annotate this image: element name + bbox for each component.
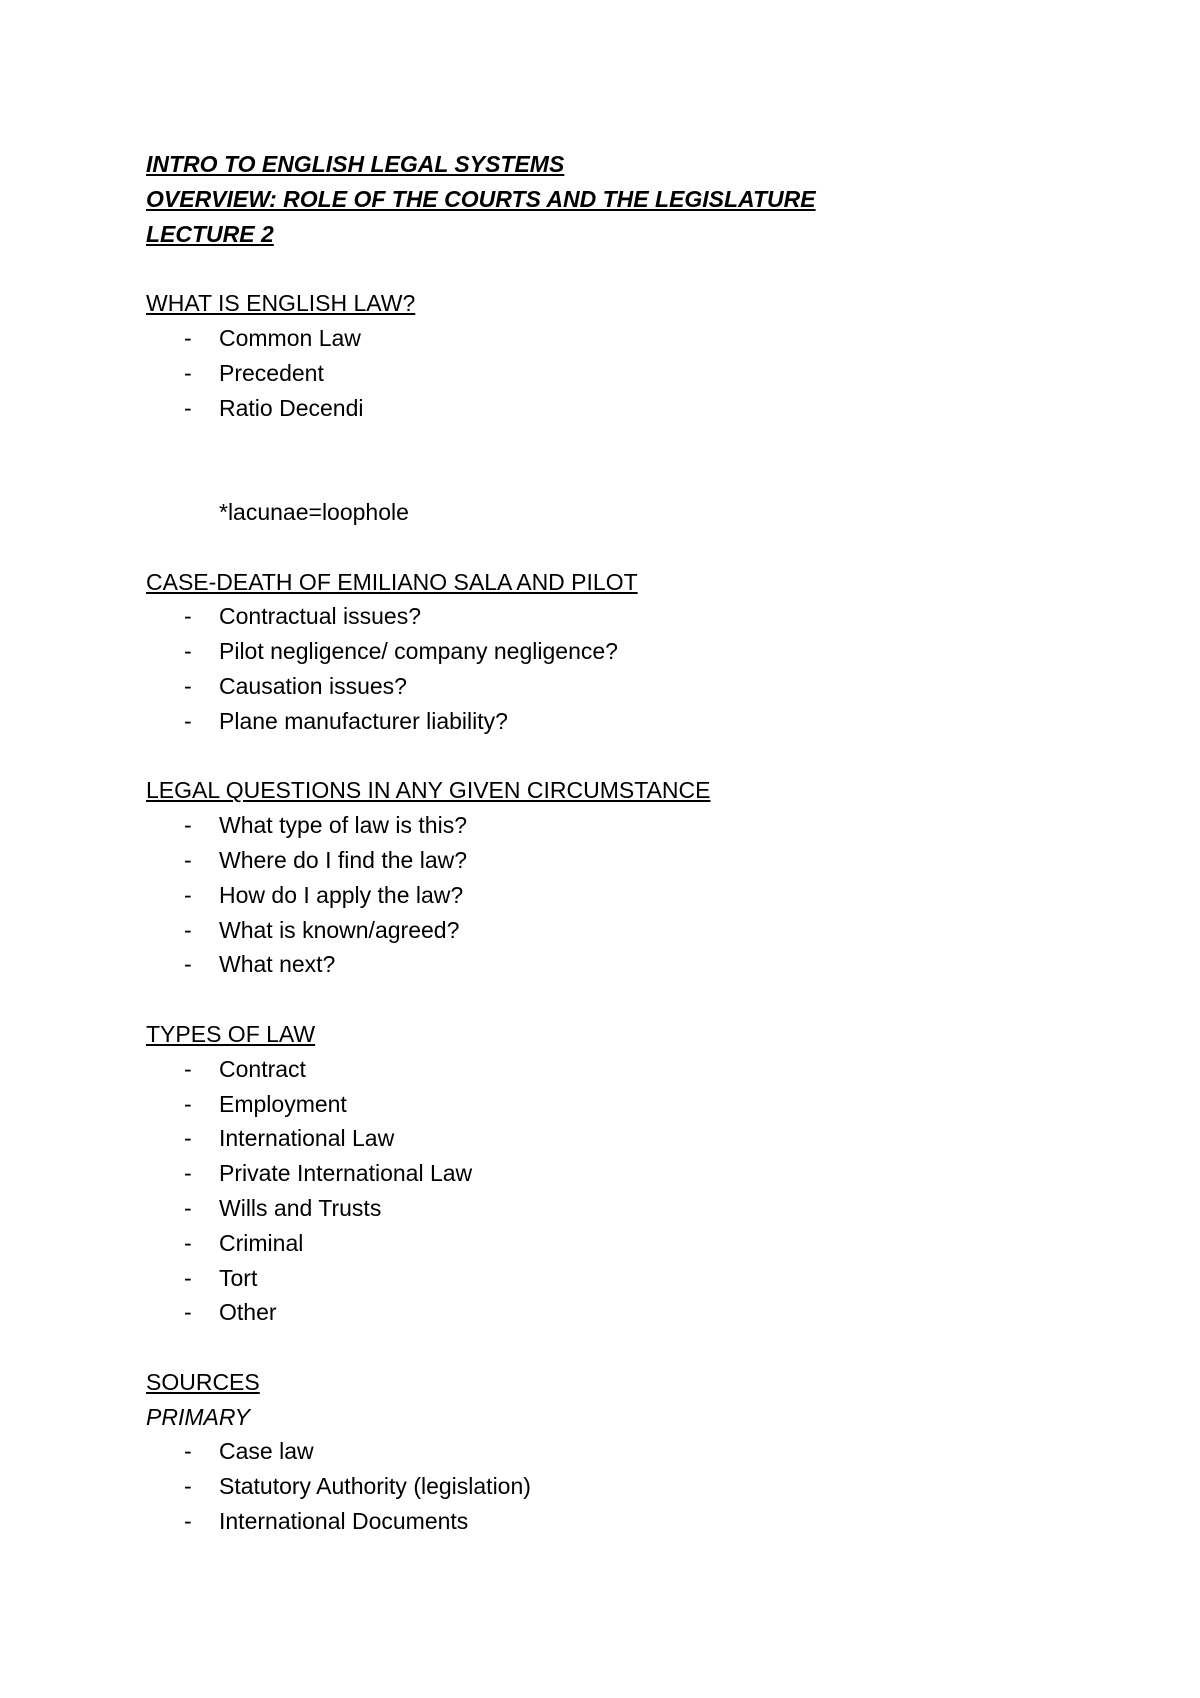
- lecture-number: LECTURE 2: [146, 220, 274, 247]
- list-item: [146, 356, 1106, 391]
- spacer: [146, 982, 1106, 1017]
- bullet-dash: -: [184, 916, 192, 943]
- section-heading-legal-questions: LEGAL QUESTIONS IN ANY GIVEN CIRCUMSTANCE: [146, 777, 711, 804]
- list-item: [146, 1087, 1106, 1122]
- bullet-dash: -: [184, 1194, 192, 1221]
- bullet-dash: -: [184, 1438, 192, 1465]
- list-item: [146, 808, 1106, 843]
- list-item: [146, 669, 1106, 704]
- list-item-text: Other: [219, 1299, 277, 1326]
- list-item: [146, 1261, 1106, 1296]
- list-item-text: Precedent: [219, 359, 324, 386]
- bullet-dash: -: [184, 1160, 192, 1187]
- spacer: [146, 251, 1106, 286]
- list-item: [146, 391, 1106, 426]
- bullet-dash: -: [184, 1473, 192, 1500]
- list-item-text: Pilot negligence/ company negligence?: [219, 638, 618, 665]
- list-item: [146, 1121, 1106, 1156]
- bullet-dash: -: [184, 1055, 192, 1082]
- list-item: [146, 634, 1106, 669]
- list-item-text: How do I apply the law?: [219, 881, 464, 908]
- bullet-dash: -: [184, 881, 192, 908]
- document-page: [146, 147, 1106, 1539]
- list-item: [146, 947, 1106, 982]
- list-item-text: Where do I find the law?: [219, 846, 468, 873]
- list-item: [146, 878, 1106, 913]
- bullet-dash: -: [184, 1299, 192, 1326]
- spacer: [146, 530, 1106, 565]
- bullet-dash: -: [184, 672, 192, 699]
- list-item-text: International Documents: [219, 1508, 469, 1535]
- bullet-dash: -: [184, 638, 192, 665]
- list-item: [146, 1052, 1106, 1087]
- list-item-text: Private International Law: [219, 1160, 473, 1187]
- section-subheading-primary: PRIMARY: [146, 1403, 250, 1430]
- spacer: [146, 425, 1106, 495]
- list-item: [146, 1434, 1106, 1469]
- bullet-dash: -: [184, 324, 192, 351]
- bullet-dash: -: [184, 812, 192, 839]
- lacunae-note: *lacunae=loophole: [219, 498, 409, 525]
- list-item-text: Tort: [219, 1264, 258, 1291]
- bullet-dash: -: [184, 603, 192, 630]
- list-item-text: Criminal: [219, 1229, 304, 1256]
- bullet-dash: -: [184, 1125, 192, 1152]
- document-title: INTRO TO ENGLISH LEGAL SYSTEMS: [146, 151, 565, 177]
- bullet-dash: -: [184, 359, 192, 386]
- list-item-text: Wills and Trusts: [219, 1194, 382, 1221]
- section-heading-case: CASE-DEATH OF EMILIANO SALA AND PILOT: [146, 568, 638, 595]
- spacer: [146, 1330, 1106, 1365]
- list-item: [146, 599, 1106, 634]
- section-heading-types-of-law: TYPES OF LAW: [146, 1020, 316, 1047]
- list-item: [146, 321, 1106, 356]
- section-heading-sources: SOURCES: [146, 1368, 260, 1395]
- list-item-text: International Law: [219, 1125, 395, 1152]
- bullet-dash: -: [184, 394, 192, 421]
- bullet-dash: -: [184, 1264, 192, 1291]
- list-item: [146, 1156, 1106, 1191]
- list-item: [146, 704, 1106, 739]
- list-item: [146, 1504, 1106, 1539]
- list-item: [146, 1469, 1106, 1504]
- bullet-dash: -: [184, 1229, 192, 1256]
- spacer: [146, 739, 1106, 774]
- list-item-text: Causation issues?: [219, 672, 407, 699]
- section-heading-english-law: WHAT IS ENGLISH LAW?: [146, 290, 416, 317]
- list-item: [146, 843, 1106, 878]
- list-item: [146, 913, 1106, 948]
- bullet-dash: -: [184, 846, 192, 873]
- list-item-text: What is known/agreed?: [219, 916, 460, 943]
- list-item-text: Case law: [219, 1438, 314, 1465]
- list-item-text: Employment: [219, 1090, 347, 1117]
- list-item-text: Contract: [219, 1055, 306, 1082]
- list-item-text: Statutory Authority (legislation): [219, 1473, 531, 1500]
- bullet-dash: -: [184, 1090, 192, 1117]
- list-item-text: Common Law: [219, 324, 361, 351]
- bullet-dash: -: [184, 951, 192, 978]
- bullet-dash: -: [184, 707, 192, 734]
- list-item-text: What type of law is this?: [219, 812, 467, 839]
- list-item-text: Plane manufacturer liability?: [219, 707, 508, 734]
- list-item: [146, 1226, 1106, 1261]
- list-item: [146, 1191, 1106, 1226]
- list-item-text: Ratio Decendi: [219, 394, 364, 421]
- list-item: [146, 1295, 1106, 1330]
- list-item-text: What next?: [219, 951, 336, 978]
- bullet-dash: -: [184, 1508, 192, 1535]
- document-subtitle: OVERVIEW: ROLE OF THE COURTS AND THE LEGISLATURE: [146, 185, 816, 212]
- list-item-text: Contractual issues?: [219, 603, 421, 630]
